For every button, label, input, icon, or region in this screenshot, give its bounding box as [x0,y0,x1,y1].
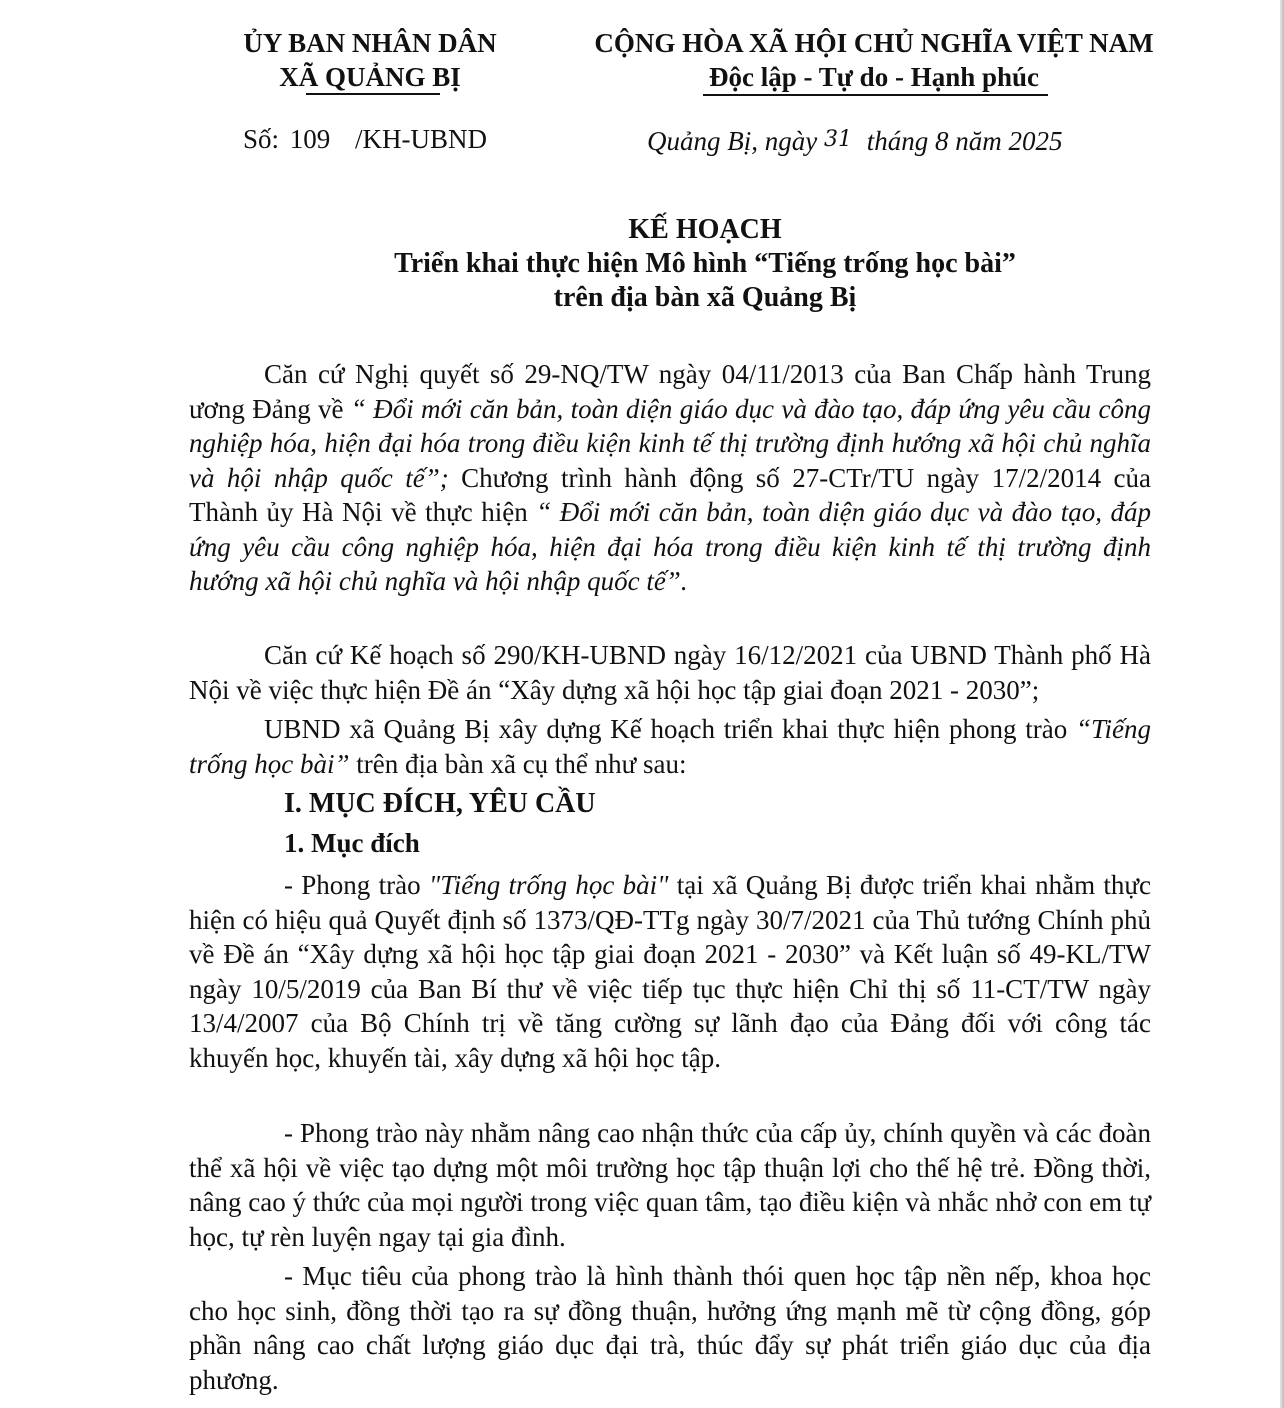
p4-text-b: tại xã Quảng Bị được triển khai nhằm thực hiện có hiệu quả Quyết định số 1373/QĐ-TTg ngày 30/7/2021 của Thủ tướng Chính phủ về Đề án “Xây dựng xã hội học tập giai đoạn 2021 - 2030” và Kết luận số 49-KL/TW ngày 10/5/2019 của Ban Bí thư về việc tiếp tục thực hiện Chỉ thị số 11-CT/TW ngày 13/4/2007 của Bộ Chính trị về tăng cường sự lãnh đạo của Đảng đối với công tác khuyến học, khuyến tài, xây dựng xã hội học tập. [189,870,1151,1073]
date-prefix: Quảng Bị, ngày [647,126,818,156]
p4-quote: "Tiếng trống học bài" [428,870,669,900]
document-subtitle-2: trên địa bàn xã Quảng Bị [553,282,857,313]
document-number [243,124,487,155]
p1-text-b: Chương trình hành động số 27-CTr/TU ngày 17/2/2014 của Thành ủy Hà Nội về thực hiện [189,462,1151,527]
motto-underline [703,94,1048,96]
national-motto-block [574,26,1174,94]
section-heading-1: I. MỤC ĐÍCH, YÊU CẦU [284,788,596,819]
subsection-heading-1: 1. Mục đích [284,828,420,858]
document-date [647,126,1062,157]
date-day: 31 [823,127,852,152]
paragraph-purpose-3: - Mục tiêu của phong trào là hình thành thói quen học tập nền nếp, khoa học cho học sinh, đồng thời tạo ra sự đồng thuận, hưởng ứng mạnh mẽ từ cộng đồng, góp phần nâng cao chất lượng giáo dục đại trà, thúc đẩy sự phát triển giáo dục của địa phương. [189,1261,1151,1395]
page-edge-shadow [1280,0,1284,1408]
issuer-line2: XÃ QUẢNG BỊ [279,62,461,92]
p3-quote: “Tiếng trống học bài” [189,714,1151,779]
p1-text-a: Căn cứ Nghị quyết số 29-NQ/TW ngày 04/11/2013 của Ban Chấp hành Trung ương Đảng về [189,359,1151,424]
document-subtitle-1: Triển khai thực hiện Mô hình “Tiếng trống học bài” [394,248,1016,279]
paragraph-purpose-2: - Phong trào này nhằm nâng cao nhận thức của cấp ủy, chính quyền và các đoàn thể xã hội về việc tạo dựng một môi trường học tập thuận lợi cho thế hệ trẻ. Đồng thời, nâng cao ý thức của mọi người trong việc quan tâm, tạo điều kiện và nhắc nhở con em tự học, tự rèn luyện ngay tại gia đình. [189,1118,1151,1252]
p3-text-b: trên địa bàn xã cụ thể như sau: [349,748,687,779]
p1-quote-a: “ Đổi mới căn bản, toàn diện giáo dục và đào tạo, đáp ứng yêu cầu công nghiệp hóa, hiện đại hóa trong điều kiện kinh tế thị trường định hướng xã hội chủ nghĩa và hội nhập quốc tế”; [189,393,1151,493]
p3-text-a: UBND xã Quảng Bị xây dựng Kế hoạch triển khai thực hiện phong trào [264,714,1076,744]
title-block [250,213,1160,315]
paragraph-purpose-1 [189,868,1151,1075]
issuer-underline [306,93,440,95]
issuer-block [200,26,540,94]
date-suffix: tháng 8 năm 2025 [866,126,1063,156]
number-suffix: /KH-UBND [355,124,488,154]
paragraph-intro [189,712,1151,781]
motto: Độc lập - Tự do - Hạnh phúc [708,62,1040,92]
document-title: KẾ HOẠCH [628,214,782,245]
p1-quote-b: “ Đổi mới căn bản, toàn diện giáo dục và đào tạo, đáp ứng yêu cầu công nghiệp hóa, hiện đại hóa trong điều kiện kinh tế thị trường định hướng xã hội chủ nghĩa và hội nhập quốc tế”. [189,497,1151,596]
number-label: Số: [243,124,280,154]
p4-text-a: - Phong trào [284,870,429,900]
paragraph-legal-basis-2: Căn cứ Kế hoạch số 290/KH-UBND ngày 16/12/2021 của UBND Thành phố Hà Nội về việc thực hiện Đề án “Xây dựng xã hội học tập giai đoạn 2021 - 2030”; [189,640,1151,705]
paragraph-legal-basis-1 [189,357,1151,599]
number-value: 109 [289,124,331,154]
issuer-line1: ỦY BAN NHÂN DÂN [243,28,497,58]
country-name: CỘNG HÒA XÃ HỘI CHỦ NGHĨA VIỆT NAM [594,28,1154,58]
